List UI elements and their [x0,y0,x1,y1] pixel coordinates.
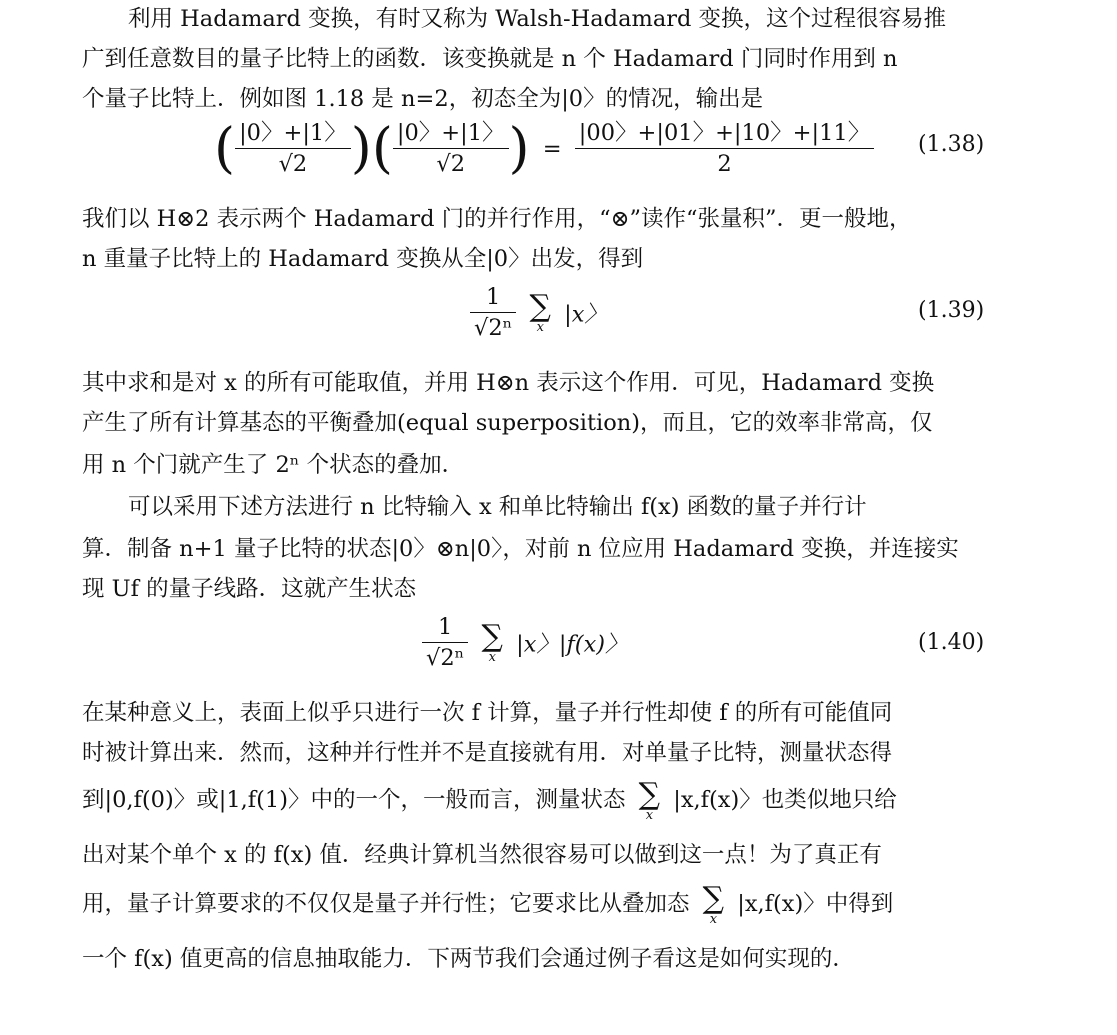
p5-line5-text-a: 用，量子计算要求的不仅仅是量子并行性；它要求比从叠加态 [82,891,690,917]
p4-line2: 算．制备 n+1 量子比特的状态|0〉⊗n|0〉，对前 n 位应用 Hadamard 变换，并连接实 [82,536,959,562]
fraction-1-numerator: |0〉+|1〉 [235,118,351,149]
fraction-denominator: √2ⁿ [474,315,513,341]
fraction-3 [575,118,874,179]
fraction-2 [393,118,509,179]
summation-index: x [536,319,544,335]
p5-line2: 时被计算出来．然而，这种并行性并不是直接就有用．对单量子比特，测量状态得 [82,740,893,766]
fraction-1 [235,118,351,179]
summation-symbol: ∑ x [481,618,503,665]
summation-symbol: ∑ x [638,777,661,823]
paren-close: ) [508,116,530,180]
p4-line1: 可以采用下述方法进行 n 比特输入 x 和单比特输出 f(x) 函数的量子并行计 [128,494,867,520]
equals-sign: = [542,135,562,162]
p5-line1: 在某种意义上，表面上似乎只进行一次 f 计算，量子并行性却使 f 的所有可能值同 [82,700,893,726]
ket-x: |x〉 [564,301,607,328]
fraction-2-denominator: √2 [436,151,466,177]
summation-symbol: ∑ x [529,288,551,335]
p2-line2: n 重量子比特上的 Hadamard 变换从全|0〉出发，得到 [82,246,644,272]
summation-symbol: ∑ x [702,881,725,927]
p1-line3: 个量子比特上．例如图 1.18 是 n=2，初态全为|0〉的情况，输出是 [82,86,764,112]
p5-line3-text-b: |x,f(x)〉也类似地只给 [673,787,897,813]
fraction-denominator: √2ⁿ [426,645,465,671]
summation-index: x [709,912,718,927]
p1-line2: 广到任意数目的量子比特上的函数．该变换就是 n 个 Hadamard 门同时作用到 n [82,46,898,72]
summation-index: x [488,649,496,665]
equation-number: (1.39) [918,298,985,323]
equation-number: (1.40) [918,630,985,655]
p5-line5-text-b: |x,f(x)〉中得到 [737,891,894,917]
paren-open: ( [214,116,236,180]
paren-close: ) [350,116,372,180]
fraction-1-denominator: √2 [278,151,308,177]
fraction-3-numerator: |00〉+|01〉+|10〉+|11〉 [575,118,874,149]
p2-line1: 我们以 H⊗2 表示两个 Hadamard 门的并行作用，“⊗”读作“张量积”．更一般地， [82,206,912,232]
equation-1-39 [470,282,607,343]
fraction-numerator: 1 [422,612,468,643]
fraction-3-denominator: 2 [717,151,732,177]
p5-line3 [82,777,897,823]
fraction-2-numerator: |0〉+|1〉 [393,118,509,149]
p3-line2: 产生了所有计算基态的平衡叠加(equal superposition)，而且，它的效率非常高，仅 [82,410,933,436]
p5-line4: 出对某个单个 x 的 f(x) 值．经典计算机当然很容易可以做到这一点！为了真正有 [82,842,882,868]
fraction-numerator: 1 [470,282,516,313]
equation-1-40 [422,612,628,673]
equation-1-38 [214,118,874,179]
p5-line3-text-a: 到|0,f(0)〉或|1,f(1)〉中的一个，一般而言，测量状态 [82,787,626,813]
paren-open: ( [371,116,393,180]
p3-line1: 其中求和是对 x 的所有可能取值，并用 H⊗n 表示这个作用．可见，Hadamard 变换 [82,370,935,396]
p3-line3: 用 n 个门就产生了 2ⁿ 个状态的叠加． [82,452,465,478]
p1-line1: 利用 Hadamard 变换，有时又称为 Walsh-Hadamard 变换，这个过程很容易推 [128,6,947,32]
ket-x-fx: |x〉|f(x)〉 [516,631,628,658]
summation-index: x [645,808,654,823]
fraction-one-over-root [470,282,516,343]
fraction-one-over-root [422,612,468,673]
p5-line5 [82,881,894,927]
p5-line6: 一个 f(x) 值更高的信息抽取能力．下两节我们会通过例子看这是如何实现的． [82,946,855,972]
p4-line3: 现 Uf 的量子线路．这就产生状态 [82,576,417,602]
equation-number: (1.38) [918,132,985,157]
